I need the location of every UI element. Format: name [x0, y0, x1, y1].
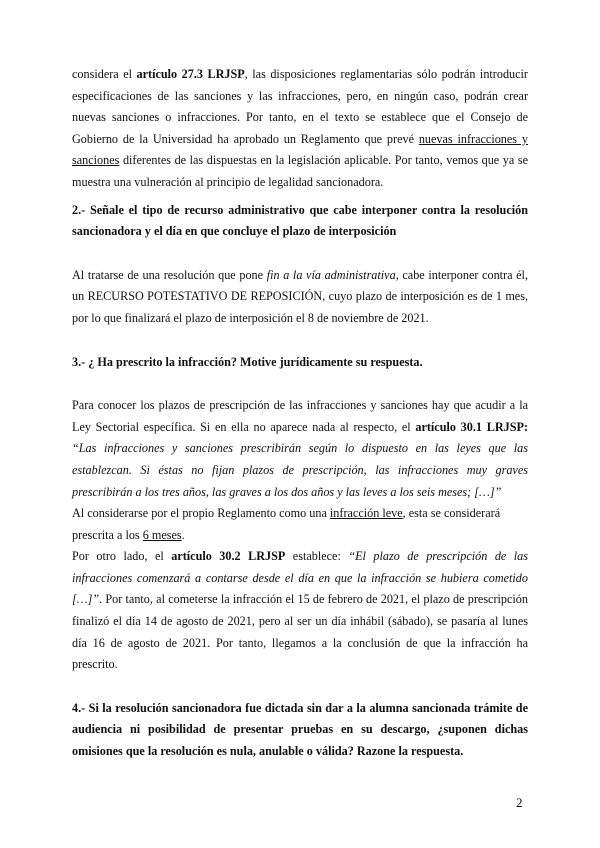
document-page [72, 64, 528, 763]
question-3-heading: 3.- ¿ Ha prescrito la infracción? Motive jurídicamente su respuesta. [72, 354, 423, 369]
paragraph-legality: considera el artículo 27.3 LRJSP, las disposiciones reglamentarias sólo podrán introducir especificaciones de las sanciones y las infracciones, pero, en ningún caso, podrán crear nuevas sanciones o infracciones. Por tanto, en el texto se establece que el Consejo de Gobierno de la Universidad ha aprobado un Reglamento que prevé nuevas infracciones y sanciones diferentes de las dispuestas en la legislación aplicable. Por tanto, vemos que ya se muestra una vulneración al principio de legalidad sancionadora. [72, 67, 528, 189]
answer-2-paragraph: Al tratarse de una resolución que pone fin a la vía administrativa, cabe interponer contra él, un RECURSO POTESTATIVO DE REPOSICIÓN, cuyo plazo de interposición es de 1 mes, por lo que finalizará el plazo de interposición el 8 de noviembre de 2021. [72, 267, 528, 325]
answer-3-paragraph-1: Para conocer los plazos de prescripción de las infracciones y sanciones hay que acudir a la Ley Sectorial específica. Si en ella no aparece nada al respecto, el artículo 30.1 LRJSP: “Las infracciones y sanciones prescribirán según lo dispuesto en las leyes que las establezcan. Si éstas no fijan plazos de prescripción, las infracciones muy graves prescribirán a los tres años, las graves a los dos años y las leves a los seis meses; […]” [72, 398, 528, 499]
question-4-heading: 4.- Si la resolución sancionadora fue dictada sin dar a la alumna sancionada trámite de audiencia ni posibilidad de presentar pruebas en su descargo, ¿suponen dichas omisiones que la resolución es nula, anulable o válida? Razone la respuesta. [72, 700, 528, 759]
question-2-heading: 2.- Señale el tipo de recurso administrativo que cabe interponer contra la resolución sancionadora y el día en que concluye el plazo de interposición [72, 202, 528, 239]
answer-3-paragraph-3: Por otro lado, el artículo 30.2 LRJSP establece: “El plazo de prescripción de las infracciones comenzará a contarse desde el día en que la infracción se hubiera cometido […]”. Por tanto, al cometerse la infracción el 15 de febrero de 2021, el plazo de prescripción finalizó el día 14 de agosto de 2021, pero al ser un día inhábil (sábado), se pasaría al lunes día 16 de agosto de 2021. Por tanto, llegamos a la conclusión de que la infracción ha prescrito. [72, 549, 529, 672]
page-number: 2 [516, 795, 523, 810]
answer-3-paragraph-2: Al considerarse por el propio Reglamento como una infracción leve, esta se considerará prescrita a los 6 meses. [72, 506, 501, 542]
